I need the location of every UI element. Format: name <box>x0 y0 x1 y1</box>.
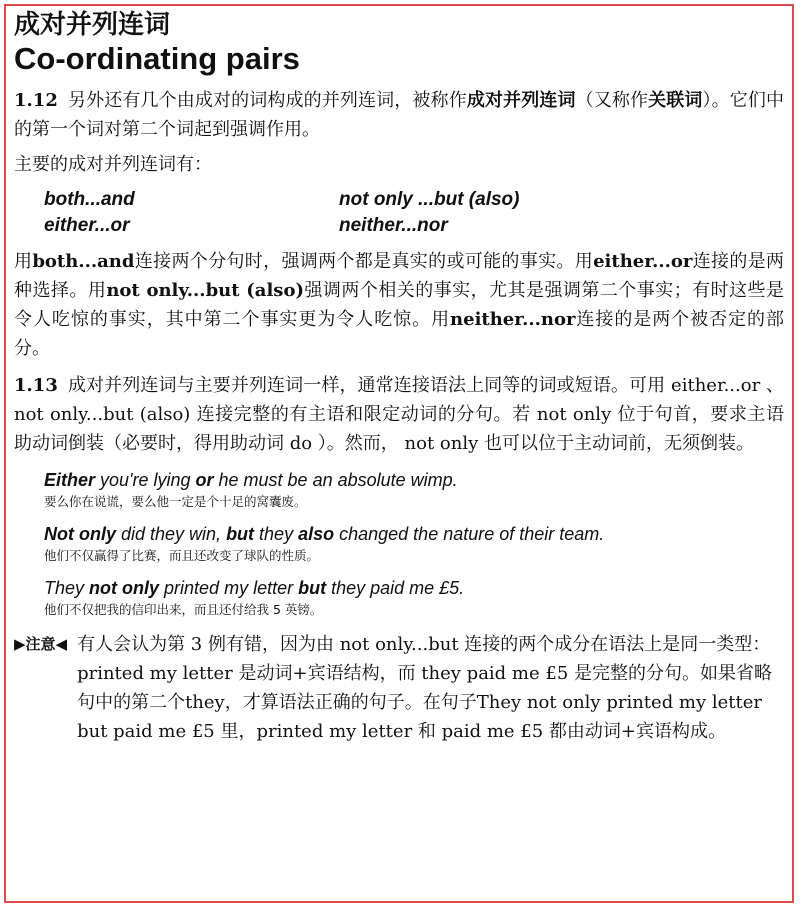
example-english <box>44 468 784 492</box>
title-chinese: 成对并列连词 <box>14 10 171 40</box>
pairs-list <box>44 187 784 239</box>
section-1-12-para-1 <box>14 86 784 144</box>
example-text: he must be an absolute wimp. <box>213 470 458 490</box>
example-text: printed my letter <box>159 578 299 598</box>
example-keyword: or <box>195 470 214 490</box>
text: ）。它们中的第一个词对第二个词起到强调作用。 <box>14 90 785 140</box>
pair-item: not only ...but (also) <box>339 189 520 210</box>
pair-item: neither...nor <box>339 215 448 236</box>
example-translation: 要么你在说谎，要么他一定是个十足的窝囊废。 <box>44 494 307 509</box>
term: not only...but (also) <box>106 280 304 301</box>
example-keyword: Not only <box>44 524 116 544</box>
example-text: you're lying <box>95 470 196 490</box>
pair-item: both...and <box>44 189 135 210</box>
example-text: changed the nature of their team. <box>334 524 605 544</box>
example-keyword: not only <box>89 578 160 598</box>
note-label: ▶注意◀ <box>14 635 68 653</box>
text: 连接两个分句时，强调两个都是真实的或可能的事实。用 <box>134 251 594 272</box>
example-keyword: but <box>226 524 255 544</box>
pair-item: either...or <box>44 215 130 236</box>
text: 另外还有几个由成对的词构成的并列连词，被称作 <box>67 90 467 111</box>
example-english <box>44 522 784 546</box>
term: both...and <box>32 251 135 272</box>
text: （又称作 <box>575 90 649 111</box>
term: 关联词 <box>648 90 703 111</box>
example-text: They <box>44 578 90 598</box>
example-text: did they win, <box>116 524 227 544</box>
text: 强调两个相关的事实，尤其是强调第二个事实；有时这些是令人吃惊的事实，其中第二个事实更为令人吃惊。用 <box>14 280 784 330</box>
document-content <box>6 6 792 746</box>
title-english: Co-ordinating pairs <box>14 41 300 76</box>
section-1-12-para-2 <box>14 247 784 363</box>
text: 用 <box>14 251 33 272</box>
example-keyword: but <box>298 578 327 598</box>
example-item <box>44 522 784 566</box>
page-frame <box>4 4 794 903</box>
note-box <box>14 630 784 746</box>
example-text: they <box>254 524 299 544</box>
example-translation: 他们不仅把我的信印出来，而且还付给我 5 英镑。 <box>44 602 323 617</box>
example-keyword: Either <box>44 470 96 490</box>
section-1-13-para <box>14 371 784 458</box>
example-translation: 他们不仅赢得了比赛，而且还改变了球队的性质。 <box>44 548 320 563</box>
example-english <box>44 576 784 600</box>
term: neither...nor <box>450 309 576 330</box>
section-number: 1.12 <box>14 90 58 111</box>
section-number: 1.13 <box>14 375 58 396</box>
examples-list <box>44 468 784 620</box>
example-item <box>44 468 784 512</box>
example-text: they paid me £5. <box>326 578 465 598</box>
note-text: 有人会认为第 3 例有错，因为由 not only...but 连接的两个成分在语法上是同一类型：printed my letter 是动词+宾语结构，而 they paid me £5 是完整的分句。如果省略句中的第二个they，才算语法正确的句子。在句子They not only printed my letter but paid me £5 里，printed my letter 和 paid me £5 都由动词+宾语构成。 <box>77 634 772 742</box>
text: 连接的是两种选择。用 <box>14 251 785 301</box>
term: either...or <box>593 251 693 272</box>
text: 连接的是两个被否定的部分。 <box>14 309 785 359</box>
example-item <box>44 576 784 620</box>
pairs-intro: 主要的成对并列连词有： <box>14 154 212 175</box>
text: 成对并列连词与主要并列连词一样，通常连接语法上同等的词或短语。可用 either...or 、 not only...but (also) 连接完整的有主语和限定动词的分句。若 not only 位于句首，要求主语助动词倒装（必要时，得用助动词 do ）。然而， not only 也可以位于主动词前，无须倒装。 <box>14 375 784 454</box>
example-keyword: also <box>298 524 335 544</box>
term: 成对并列连词 <box>466 90 576 111</box>
